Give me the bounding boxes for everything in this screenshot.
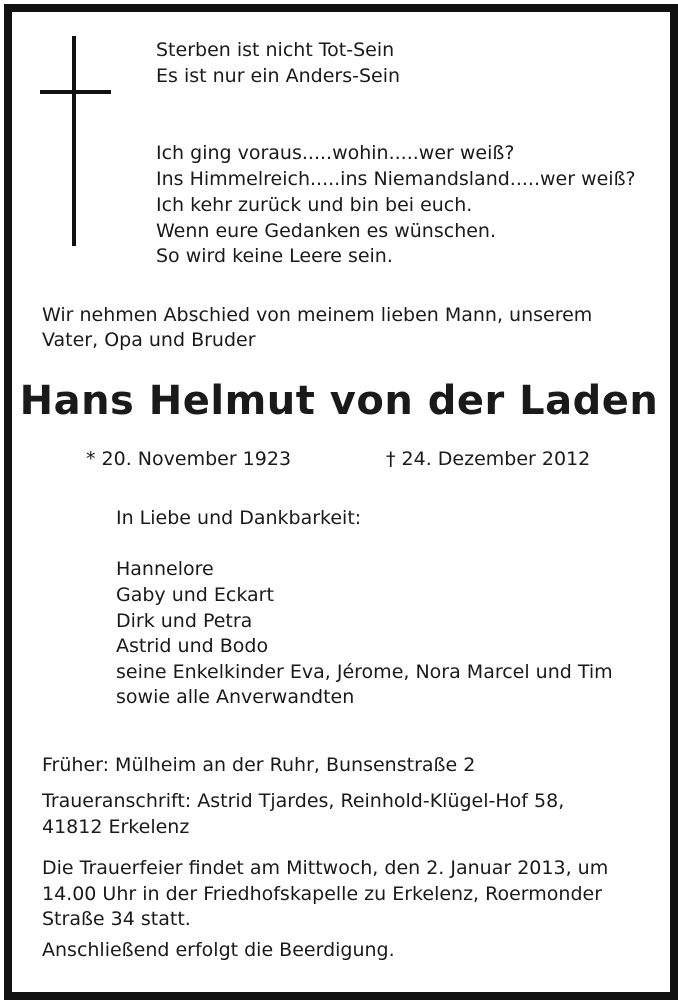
- burial-info: Anschließend erfolgt die Beerdigung.: [42, 939, 395, 961]
- poem-line: Es ist nur ein Anders-Sein: [156, 64, 401, 87]
- poem-line: Ich kehr zurück und bin bei euch.: [156, 193, 473, 216]
- mourner: Dirk und Petra: [116, 609, 253, 632]
- mourner: Hannelore: [116, 558, 214, 581]
- intro-line: Vater, Opa und Bruder: [42, 329, 256, 351]
- mourners-list: [116, 506, 613, 711]
- deceased-name: Hans Helmut von der Laden: [19, 378, 659, 424]
- poem-line: So wird keine Leere sein.: [156, 245, 393, 268]
- mourner: Gaby und Eckart: [116, 583, 274, 606]
- mourner: Astrid und Bodo: [116, 635, 269, 658]
- farewell-intro: [42, 303, 592, 353]
- mourning-address-line: Traueranschrift: Astrid Tjardes, Reinhold-Klügel-Hof 58,: [42, 790, 565, 812]
- mourners-heading: In Liebe und Dankbarkeit:: [116, 507, 362, 529]
- poem-line: Sterben ist nicht Tot-Sein: [156, 39, 395, 61]
- poem: [156, 38, 636, 270]
- mourner: sowie alle Anverwandten: [116, 686, 355, 709]
- birth-date: * 20. November 1923: [86, 448, 292, 470]
- service-line: Die Trauerfeier findet am Mittwoch, den 2. Januar 2013, um: [42, 857, 609, 879]
- poem-line: Ins Himmelreich.....ins Niemandsland.....wer weiß?: [156, 167, 636, 190]
- mourning-address-line: 41812 Erkelenz: [42, 815, 190, 838]
- poem-line: Wenn eure Gedanken es wünschen.: [156, 219, 497, 242]
- former-address: Früher: Mülheim an der Ruhr, Bunsenstraße 2: [42, 754, 476, 776]
- poem-line: Ich ging voraus.....wohin.....wer weiß?: [156, 142, 515, 165]
- service-info: [42, 856, 608, 933]
- intro-line: Wir nehmen Abschied von meinem lieben Mann, unserem: [42, 304, 593, 326]
- cross-icon: [72, 36, 76, 246]
- mourner: seine Enkelkinder Eva, Jérome, Nora Marcel und Tim: [116, 660, 613, 683]
- service-line: Straße 34 statt.: [42, 908, 191, 930]
- mourning-address: [42, 789, 564, 840]
- service-line: 14.00 Uhr in der Friedhofskapelle zu Erkelenz, Roermonder: [42, 882, 603, 905]
- death-date: † 24. Dezember 2012: [386, 448, 591, 470]
- cross-icon-bar: [40, 90, 111, 94]
